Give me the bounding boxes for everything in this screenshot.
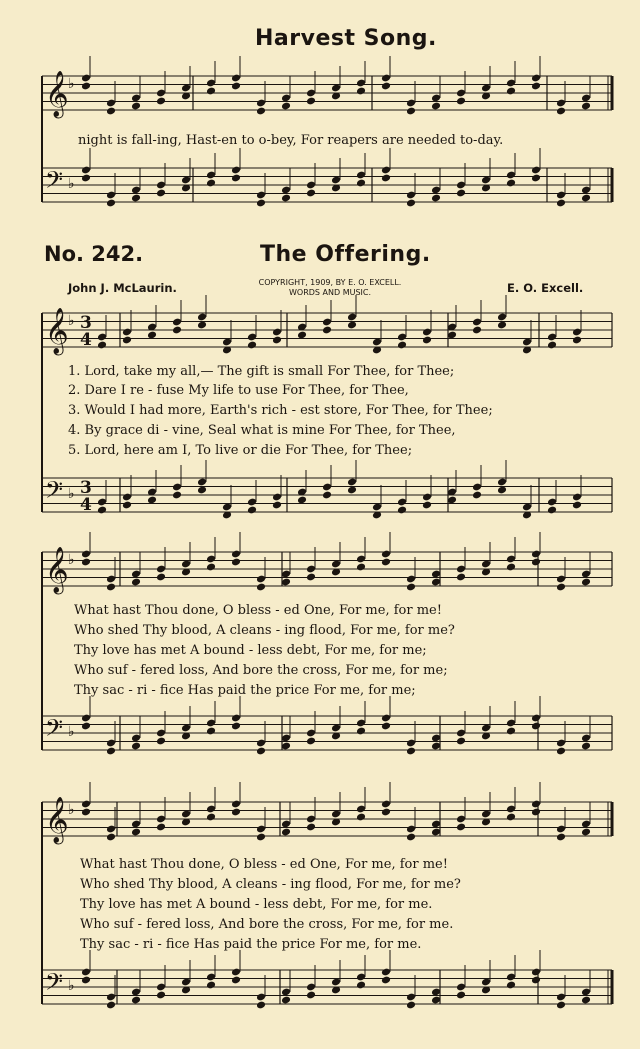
note-head	[131, 742, 141, 751]
flat-icon: ♭	[68, 552, 75, 568]
note-head	[381, 976, 391, 985]
note-head	[306, 737, 316, 746]
note-head	[456, 573, 466, 582]
note-head	[547, 506, 557, 515]
note-head	[122, 501, 132, 510]
note-head	[572, 501, 582, 510]
note-head	[431, 194, 441, 203]
note-head	[206, 981, 216, 990]
verse-line: 5. Lord, here am I, To live or die For Thee, for Thee;	[68, 443, 413, 458]
note-head	[306, 573, 316, 582]
note-head	[281, 102, 291, 111]
flat-icon: ♭	[68, 176, 75, 192]
bass-clef-icon: 𝄢	[45, 476, 64, 509]
note-head	[306, 991, 316, 1000]
note-head	[156, 823, 166, 832]
note-head	[97, 341, 107, 350]
note-head	[172, 491, 182, 500]
note-head	[381, 82, 391, 91]
note-head	[506, 563, 516, 572]
note-head	[506, 179, 516, 188]
composer-credit: E. O. Excell.	[507, 281, 584, 295]
note-head	[206, 813, 216, 822]
note-head	[456, 823, 466, 832]
verse-line: Thy sac - ri - fice Has paid the price For me, for me;	[74, 683, 416, 698]
verse-line: 4. By grace di - vine, Seal what is mine For Thee, for Thee,	[68, 423, 456, 438]
note-head	[231, 722, 241, 731]
verse-line: What hast Thou done, O bless - ed One, For me, for me!	[80, 857, 448, 872]
note-head	[231, 82, 241, 91]
verse-line: 2. Dare I re - fuse My life to use For Thee, for Thee,	[68, 383, 409, 398]
bass-clef-icon: 𝄢	[45, 714, 64, 747]
note-head	[106, 583, 116, 592]
note-head	[131, 828, 141, 837]
note-head	[272, 501, 282, 510]
note-head	[556, 199, 566, 208]
note-head	[556, 747, 566, 756]
note-head	[581, 102, 591, 111]
note-head	[356, 813, 366, 822]
note-head	[156, 189, 166, 198]
verse-line: 1. Lord, take my all,— The gift is small For Thee, for Thee;	[68, 364, 455, 379]
note-head	[356, 563, 366, 572]
note-head	[206, 87, 216, 96]
note-head	[256, 199, 266, 208]
note-head	[356, 727, 366, 736]
note-head	[556, 1001, 566, 1010]
note-head	[581, 996, 591, 1005]
note-head	[281, 194, 291, 203]
note-head	[206, 563, 216, 572]
note-head	[531, 722, 541, 731]
note-head	[156, 737, 166, 746]
note-head	[572, 336, 582, 345]
flat-icon: ♭	[68, 76, 75, 92]
flat-icon: ♭	[68, 313, 75, 329]
verse-line: 3. Would I had more, Earth's rich - est store, For Thee, for Thee;	[68, 403, 493, 418]
note-head	[531, 82, 541, 91]
note-head	[456, 737, 466, 746]
treble-clef-icon: 𝄞	[45, 547, 69, 593]
bass-clef-icon: 𝄢	[45, 166, 64, 199]
note-head	[106, 199, 116, 208]
harvest-song-title: Harvest Song.	[255, 26, 437, 51]
note-head	[206, 727, 216, 736]
note-head	[156, 573, 166, 582]
note-head	[131, 578, 141, 587]
note-head	[131, 102, 141, 111]
note-head	[456, 97, 466, 106]
note-head	[356, 981, 366, 990]
note-head	[531, 808, 541, 817]
note-head	[422, 501, 432, 510]
note-head	[581, 194, 591, 203]
note-head	[381, 174, 391, 183]
note-head	[106, 833, 116, 842]
verse-line: Thy love has met A bound - less debt, For me, for me;	[74, 643, 427, 658]
flat-icon: ♭	[68, 724, 75, 740]
note-head	[472, 326, 482, 335]
note-head	[556, 583, 566, 592]
verse-line: Thy sac - ri - fice Has paid the price For me, for me.	[80, 937, 422, 952]
hymn-number: No. 242.	[44, 242, 144, 266]
note-head	[256, 1001, 266, 1010]
note-head	[247, 506, 257, 515]
note-head	[156, 97, 166, 106]
harvest-lyric-line: night is fall-ing, Hast-en to o-bey, For reapers are needed to-day.	[78, 133, 504, 148]
note-head	[206, 179, 216, 188]
note-head	[172, 326, 182, 335]
note-head	[406, 833, 416, 842]
note-head	[472, 491, 482, 500]
note-head	[281, 828, 291, 837]
note-head	[81, 808, 91, 817]
note-head	[531, 558, 541, 567]
note-head	[397, 341, 407, 350]
note-head	[256, 747, 266, 756]
note-head	[456, 991, 466, 1000]
time-signature-bottom: 4	[80, 330, 92, 350]
note-head	[556, 833, 566, 842]
note-head	[506, 981, 516, 990]
note-head	[406, 199, 416, 208]
note-head	[506, 813, 516, 822]
note-head	[356, 87, 366, 96]
note-head	[531, 976, 541, 985]
note-head	[581, 578, 591, 587]
note-head	[256, 583, 266, 592]
note-head	[322, 326, 332, 335]
flat-icon: ♭	[68, 486, 75, 502]
note-head	[97, 506, 107, 515]
note-head	[322, 491, 332, 500]
note-head	[81, 976, 91, 985]
verse-line: Thy love has met A bound - less debt, For me, for me.	[80, 897, 433, 912]
note-head	[381, 808, 391, 817]
treble-clef-icon: 𝄞	[45, 797, 69, 843]
note-head	[81, 558, 91, 567]
note-head	[556, 107, 566, 116]
note-head	[381, 558, 391, 567]
flat-icon: ♭	[68, 978, 75, 994]
note-head	[81, 82, 91, 91]
note-head	[406, 583, 416, 592]
note-head	[231, 558, 241, 567]
note-head	[231, 976, 241, 985]
note-head	[406, 107, 416, 116]
bass-clef-icon: 𝄢	[45, 968, 64, 1001]
time-signature-top: 3	[80, 313, 92, 333]
note-head	[131, 996, 141, 1005]
treble-clef-icon: 𝄞	[45, 71, 69, 117]
hymn-title: The Offering.	[260, 242, 431, 267]
note-head	[306, 189, 316, 198]
note-head	[397, 506, 407, 515]
note-head	[156, 991, 166, 1000]
author-credit: John J. McLaurin.	[68, 281, 177, 295]
note-head	[306, 97, 316, 106]
time-signature-bottom: 4	[80, 495, 92, 515]
note-head	[247, 341, 257, 350]
verse-line: Who suf - fered loss, And bore the cross, For me, for me.	[80, 917, 454, 932]
verse-line: Who shed Thy blood, A cleans - ing flood, For me, for me?	[80, 877, 461, 892]
note-head	[231, 174, 241, 183]
flat-icon: ♭	[68, 802, 75, 818]
note-head	[506, 87, 516, 96]
note-head	[306, 823, 316, 832]
note-head	[122, 336, 132, 345]
time-signature-top: 3	[80, 478, 92, 498]
note-head	[81, 174, 91, 183]
note-head	[81, 722, 91, 731]
verse-line: Who shed Thy blood, A cleans - ing flood, For me, for me?	[74, 623, 455, 638]
note-head	[106, 747, 116, 756]
note-head	[381, 722, 391, 731]
note-head	[506, 727, 516, 736]
note-head	[231, 808, 241, 817]
note-head	[581, 742, 591, 751]
verse-line: What hast Thou done, O bless - ed One, For me, for me!	[74, 603, 442, 618]
note-head	[431, 102, 441, 111]
copyright-subline: WORDS AND MUSIC.	[288, 288, 372, 297]
note-head	[456, 189, 466, 198]
note-head	[106, 107, 116, 116]
note-head	[406, 747, 416, 756]
note-head	[406, 1001, 416, 1010]
note-head	[256, 107, 266, 116]
verse-line: Who suf - fered loss, And bore the cross, For me, for me;	[74, 663, 448, 678]
note-head	[106, 1001, 116, 1010]
note-head	[531, 174, 541, 183]
note-head	[422, 336, 432, 345]
note-head	[256, 833, 266, 842]
note-head	[281, 996, 291, 1005]
note-head	[547, 341, 557, 350]
note-head	[131, 194, 141, 203]
treble-clef-icon: 𝄞	[45, 308, 69, 354]
note-head	[581, 828, 591, 837]
note-head	[272, 336, 282, 345]
copyright-line: COPYRIGHT, 1909, BY E. O. EXCELL.	[258, 278, 402, 287]
note-head	[356, 179, 366, 188]
